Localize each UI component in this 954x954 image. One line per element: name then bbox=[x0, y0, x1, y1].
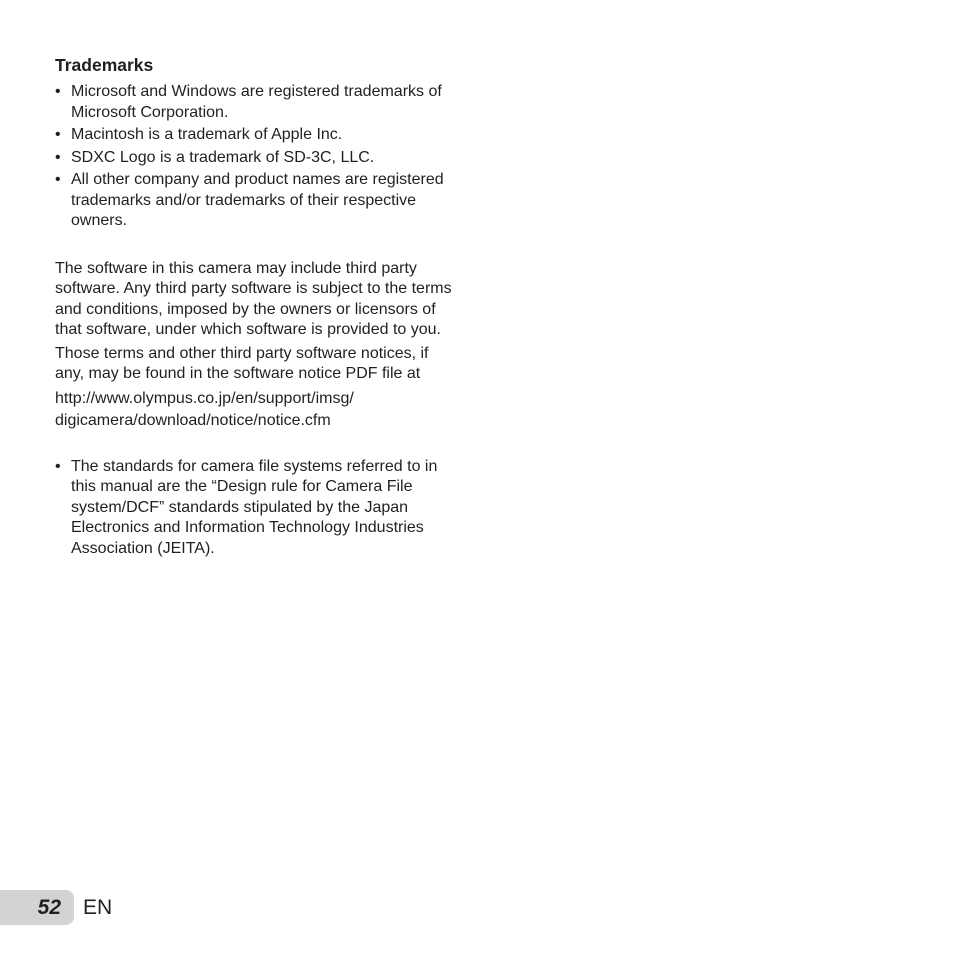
main-column bbox=[55, 54, 455, 561]
trademark-text: All other company and product names are registered trademarks and/or trademarks of their respective owners. bbox=[71, 171, 444, 229]
list-item bbox=[55, 82, 455, 123]
notice-url-line-1[interactable]: http://www.olympus.co.jp/en/support/imsg/ bbox=[55, 389, 354, 407]
trademark-text: SDXC Logo is a trademark of SD-3C, LLC. bbox=[71, 148, 375, 166]
list-item bbox=[55, 457, 455, 560]
bullet-icon: • bbox=[55, 126, 61, 143]
list-item bbox=[55, 125, 455, 146]
software-paragraph: The software in this camera may include third party software. Any third party software is subject to the terms and conditions, imposed by the owners or licensors of that software, under which software is provided to you. bbox=[55, 259, 452, 338]
notice-url-line-2[interactable]: digicamera/download/notice/notice.cfm bbox=[55, 412, 331, 429]
standards-text: The standards for camera file systems referred to in this manual are the “Design rule for Camera File system/DCF” standards stipulated by the Japan Electronics and Information Technology Industries Association (JEITA). bbox=[71, 457, 438, 557]
trademark-text: Macintosh is a trademark of Apple Inc. bbox=[71, 126, 343, 143]
bullet-icon: • bbox=[55, 83, 61, 100]
trademark-text: Microsoft and Windows are registered trademarks of Microsoft Corporation. bbox=[71, 83, 442, 121]
page-number: 52 bbox=[37, 895, 61, 919]
software-notice-paragraph: Those terms and other third party software notices, if any, may be found in the software notice PDF file at bbox=[55, 344, 429, 382]
bullet-icon: • bbox=[55, 457, 61, 475]
spacer bbox=[55, 234, 455, 259]
bullet-icon: • bbox=[55, 171, 61, 188]
list-item bbox=[55, 170, 455, 232]
spacer bbox=[55, 433, 455, 457]
page-number-tab bbox=[0, 890, 74, 925]
page-footer bbox=[0, 890, 112, 925]
trademarks-list bbox=[55, 82, 455, 232]
language-code: EN bbox=[83, 895, 113, 919]
bullet-icon: • bbox=[55, 148, 61, 166]
trademarks-heading: Trademarks bbox=[55, 55, 154, 75]
standards-list bbox=[55, 457, 455, 560]
list-item bbox=[55, 148, 455, 169]
